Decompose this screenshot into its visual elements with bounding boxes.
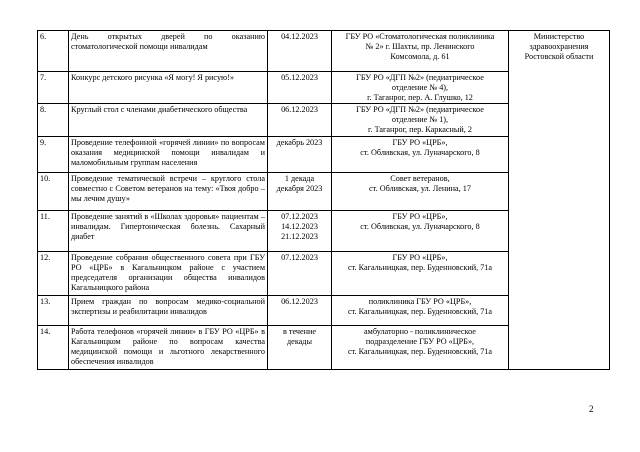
row-number: 10.	[38, 173, 69, 211]
event-place: ГБУ РО «ДГП №2» (педиатрическое отделение № 1), г. Таганрог, пер. Каркасный, 2	[332, 104, 509, 137]
event-name: Прием граждан по вопросам медико-социальной экспертизы и реабилитации инвалидов	[69, 296, 268, 326]
event-place: ГБУ РО «ЦРБ», ст. Обливская, ул. Луначарского, 8	[332, 211, 509, 252]
event-date: 05.12.2023	[268, 72, 332, 104]
event-date: декабрь 2023	[268, 137, 332, 173]
event-name: День открытых дверей по оказанию стоматологической помощи инвалидам	[69, 31, 268, 72]
row-number: 13.	[38, 296, 69, 326]
row-number: 7.	[38, 72, 69, 104]
row-number: 12.	[38, 252, 69, 296]
event-name: Проведение телефонной «горячей линии» по вопросам оказания медицинской помощи инвалидам и маломобильным группам населения	[69, 137, 268, 173]
event-date: 06.12.2023	[268, 104, 332, 137]
event-name: Проведение тематической встречи – круглого стола совместно с Советом ветеранов на тему: «Твоя добро – мы лечим душу»	[69, 173, 268, 211]
event-date: 1 декада декабря 2023	[268, 173, 332, 211]
event-name: Проведение занятий в «Школах здоровья» пациентам – инвалидам. Гипертоническая болезнь. Сахарный диабет	[69, 211, 268, 252]
organizer-cell: Министерство здравоохранения Ростовской области	[509, 31, 610, 370]
event-date: 04.12.2023	[268, 31, 332, 72]
row-number: 6.	[38, 31, 69, 72]
event-place: ГБУ РО «ДГП №2» (педиатрическое отделение № 4), г. Таганрог, пер. А. Глушко, 12	[332, 72, 509, 104]
event-place: ГБУ РО «ЦРБ», ст. Обливская, ул. Луначарского, 8	[332, 137, 509, 173]
event-place: ГБУ РО «Стоматологическая поликлиника № 2» г. Шахты, пр. Ленинского Комсомола, д. 61	[332, 31, 509, 72]
event-place: Совет ветеранов, ст. Обливская, ул. Ленина, 17	[332, 173, 509, 211]
event-date: 06.12.2023	[268, 296, 332, 326]
event-date: в течение декады	[268, 326, 332, 370]
event-place: поликлиника ГБУ РО «ЦРБ», ст. Кагальницкая, пер. Буденновский, 71а	[332, 296, 509, 326]
event-place: ГБУ РО «ЦРБ», ст. Кагальницкая, пер. Буденновский, 71а	[332, 252, 509, 296]
row-number: 8.	[38, 104, 69, 137]
event-name: Конкурс детского рисунка «Я могу! Я рисую!»	[69, 72, 268, 104]
event-date: 07.12.2023 14.12.2023 21.12.2023	[268, 211, 332, 252]
event-name: Круглый стол с членами диабетического общества	[69, 104, 268, 137]
event-place: амбулаторно - поликлиническое подразделение ГБУ РО «ЦРБ», ст. Кагальницкая, пер. Буденновский, 71а	[332, 326, 509, 370]
row-number: 11.	[38, 211, 69, 252]
row-number: 14.	[38, 326, 69, 370]
event-name: Проведение собрания общественного совета при ГБУ РО «ЦРБ» в Кагальницком районе с участием председателя организации общества инвалидов Кагальницкого района	[69, 252, 268, 296]
table-row	[38, 31, 610, 72]
event-name: Работа телефонов «горячей линии» в ГБУ РО «ЦРБ» в Кагальницком районе по вопросам качества медицинской помощи и льготного лекарственного обеспечения инвалидов	[69, 326, 268, 370]
events-table	[37, 30, 610, 370]
event-date: 07.12.2023	[268, 252, 332, 296]
row-number: 9.	[38, 137, 69, 173]
page-number: 2	[589, 404, 594, 414]
